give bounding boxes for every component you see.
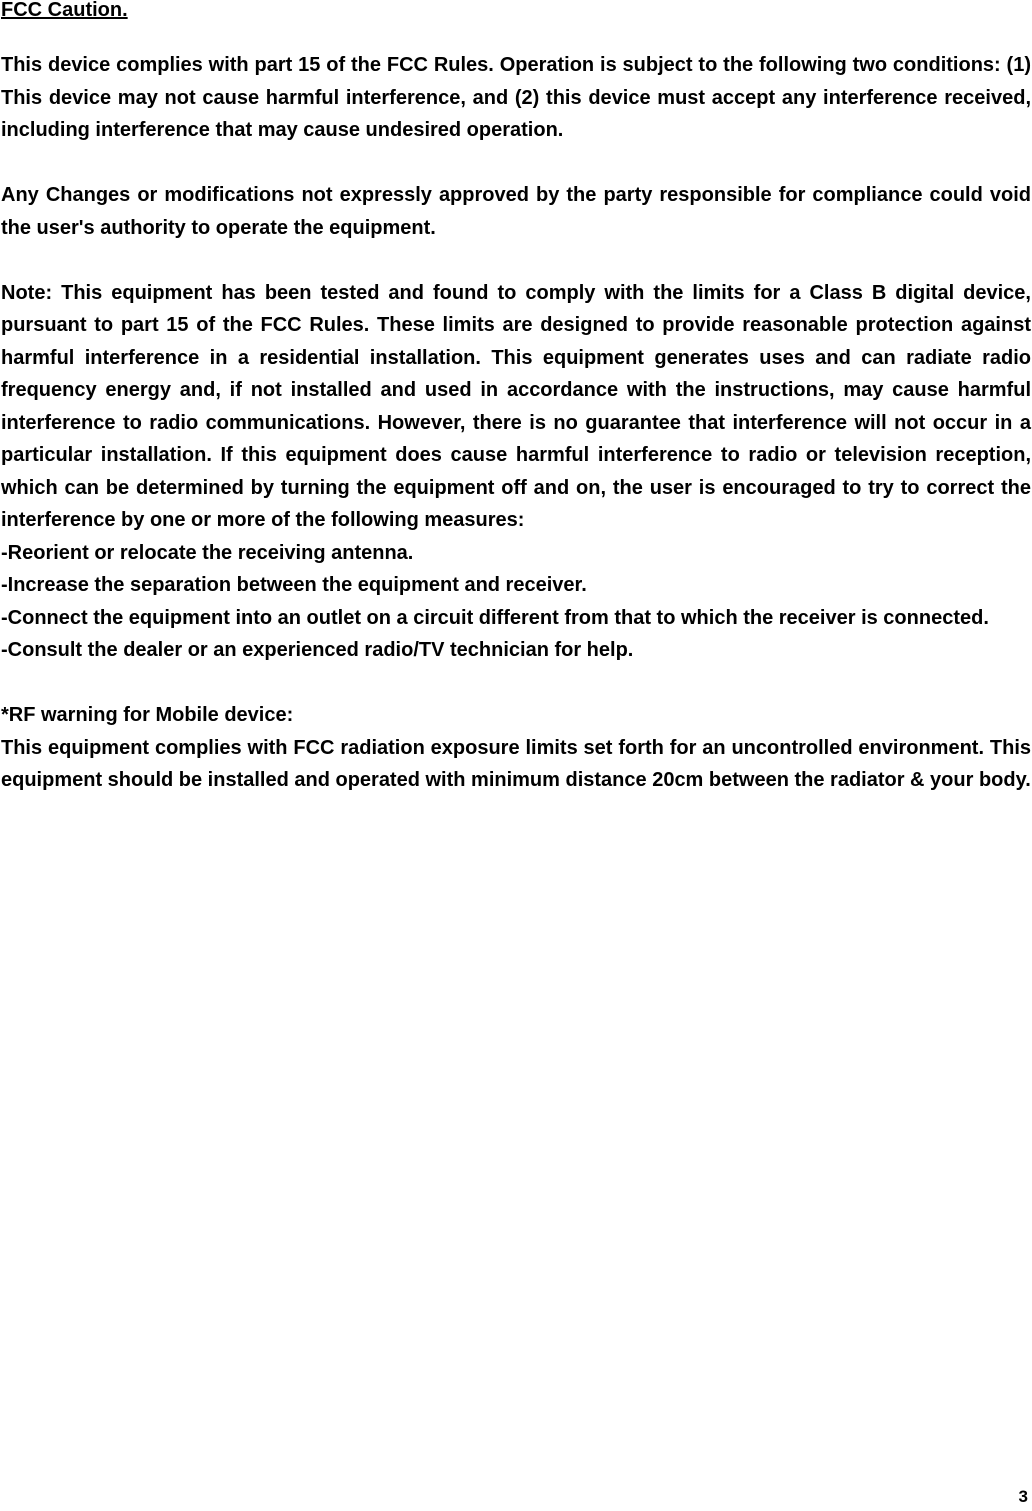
class-b-note-paragraph: Note: This equipment has been tested and found to comply with the limits for a Class B digital device, pursuant to part 15 of the FCC Rules. These limits are designed to provide reasonable protection against harmful interference in a residential installation. This equipment generates uses and can radiate radio frequency energy and, if not installed and used in accordance with the instructions, may cause harmful interference to radio communications. However, there is no guarantee that interference will not occur in a particular installation. If this equipment does cause harmful interference to radio or television reception, which can be determined by turning the equipment off and on, the user is encouraged to try to correct the interference by one or more of the following measures: — [1, 281, 1031, 531]
measure-item: -Reorient or relocate the receiving antenna. — [1, 541, 414, 564]
modifications-paragraph: Any Changes or modifications not expressly approved by the party responsible for compliance could void the user's authority to operate the equipment. — [1, 184, 1031, 239]
measure-item: -Increase the separation between the equipment and receiver. — [1, 574, 587, 596]
rf-warning-heading: *RF warning for Mobile device: — [1, 704, 294, 726]
spacer — [1, 244, 1031, 277]
rf-warning-text: This equipment complies with FCC radiation exposure limits set forth for an uncontrolled environment. This equipment should be installed and operated with minimum distance 20cm between the radiator & your body. — [1, 736, 1031, 791]
compliance-paragraph: This device complies with part 15 of the FCC Rules. Operation is subject to the following two conditions: (1) This device may not cause harmful interference, and (2) this device must accept any interference received, including interference that may cause undesired operation. — [1, 54, 1031, 141]
spacer — [1, 20, 1031, 49]
spacer — [1, 147, 1031, 180]
spacer — [1, 667, 1031, 700]
measure-item: -Consult the dealer or an experienced radio/TV technician for help. — [1, 639, 634, 661]
section-title: FCC Caution. — [1, 0, 128, 21]
measure-item: -Connect the equipment into an outlet on a circuit different from that to which the receiver is connected. — [1, 606, 989, 629]
page-number: 3 — [1018, 1487, 1028, 1506]
